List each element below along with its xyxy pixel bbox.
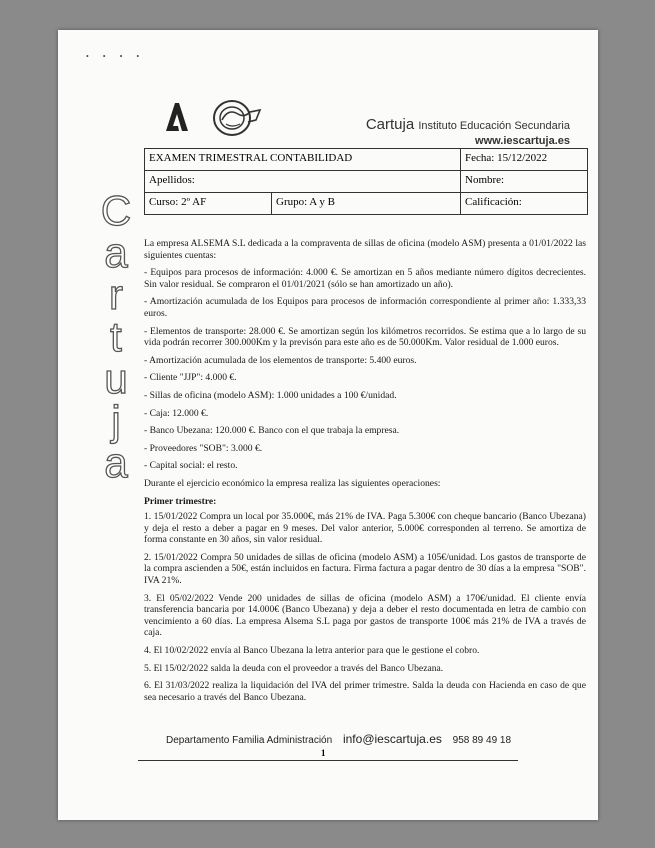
account-item: - Elementos de transporte: 28.000 €. Se amortizan según los kilómetros recorridos. Se estima que a lo largo de su vida podrán recorrer 300.000Km y la previsón para este año es de 50.000Km. Valor residual de 1.000 euros. — [144, 325, 586, 349]
footer-department: Departamento Familia Administración — [166, 735, 333, 746]
footer-phone: 958 89 49 18 — [452, 735, 512, 746]
exam-title: EXAMEN TRIMESTRAL CONTABILIDAD — [145, 149, 461, 171]
exam-date: Fecha: 15/12/2022 — [461, 149, 588, 171]
school-subtitle: Instituto Educación Secundaria — [418, 120, 570, 132]
operation-item: 5. El 15/02/2022 salda la deuda con el proveedor a través del Banco Ubezana. — [144, 662, 444, 674]
junta-andalucia-logo-icon — [164, 102, 190, 132]
school-name: Cartuja — [365, 116, 415, 133]
group-field: Grupo: A y B — [272, 193, 461, 215]
footer-email: info@iescartuja.es — [342, 732, 442, 746]
intro-paragraph: La empresa ALSEMA S.L dedicada a la compraventa de sillas de oficina (modelo ASM) presenta a 01/01/2022 las siguientes cuentas: — [144, 238, 586, 261]
page-number: 1 — [321, 748, 326, 758]
operations-intro: Durante el ejercicio económico la empresa realiza las siguientes operaciones: — [144, 477, 441, 489]
scan-specks: • • • • — [86, 52, 146, 61]
page-footer — [166, 732, 511, 746]
account-item: - Sillas de oficina (modelo ASM): 1.000 unidades a 100 €/unidad. — [144, 389, 397, 401]
course-field: Curso: 2º AF — [145, 193, 272, 215]
operation-item: 6. El 31/03/2022 realiza la liquidación del IVA del primer trimestre. Salda la deuda con Hacienda en caso de que sea necesario a través del Banco Ubezana. — [144, 680, 586, 703]
document-page — [58, 30, 598, 820]
operation-item: 4. El 10/02/2022 envía al Banco Ubezana la letra anterior para que le gestione el cobro. — [144, 645, 480, 657]
quarter-heading: Primer trimestre: — [144, 495, 217, 507]
cartuja-seal-logo-icon — [208, 98, 264, 138]
operation-item: 2. 15/01/2022 Compra 50 unidades de sillas de oficina (modelo ASM) a 105€/unidad. Los gastos de transporte de la compra ascienden a 50€, están incluidos en factura. Firma factura a pagar dentro de 30 días a la empresa "SOB". IVA 21%. — [144, 551, 586, 587]
side-watermark: C a r t u j a — [100, 187, 132, 486]
account-item: - Equipos para procesos de información: 4.000 €. Se amortizan en 5 años mediante número dígitos decrecientes. Sin valor residual. Se compraron el 01/01/2021 (sólo se han amortizado un año). — [144, 267, 586, 290]
grade-field: Calificación: — [461, 193, 588, 215]
account-item: - Amortización acumulada de los elementos de transporte: 5.400 euros. — [144, 354, 417, 366]
footer-divider — [138, 760, 518, 761]
account-item: - Cliente "JJP": 4.000 €. — [144, 372, 237, 384]
surname-field: Apellidos: — [145, 171, 461, 193]
account-item: - Proveedores "SOB": 3.000 €. — [144, 442, 263, 454]
school-website: www.iescartuja.es — [475, 135, 570, 147]
name-field: Nombre: — [461, 171, 588, 193]
exam-body — [144, 238, 586, 709]
operation-item: 1. 15/01/2022 Compra un local por 35.000€, más 21% de IVA. Paga 5.300€ con cheque bancario (Banco Ubezana) y deja el resto a deber a pagar en 9 meses. Del valor anterior, 5.000€ corresponden al terreno. Se amortiza de forma constante en 30 años, sin valor residual. — [144, 511, 586, 546]
operation-item: 3. El 05/02/2022 Vende 200 unidades de sillas de oficina (modelo ASM) a 170€/unidad. El cliente envía transferencia bancaria por 14.000€ (Banco Ubezana) y deja a deber el resto documentada en letra de cambio con vencimiento a 60 días. La empresa Alsema S.L paga por gastos de transporte 100€ más 21% de IVA a través de caja. — [144, 592, 586, 639]
account-item: - Caja: 12.000 €. — [144, 407, 209, 419]
account-item: - Capital social: el resto. — [144, 460, 238, 472]
account-item: - Amortización acumulada de los Equipos para procesos de información correspondiente al primer año: 1.333,33 euros. — [144, 296, 586, 319]
school-header — [366, 116, 570, 147]
account-item: - Banco Ubezana: 120.000 €. Banco con el que trabaja la empresa. — [144, 425, 400, 437]
exam-header-table — [144, 148, 588, 215]
